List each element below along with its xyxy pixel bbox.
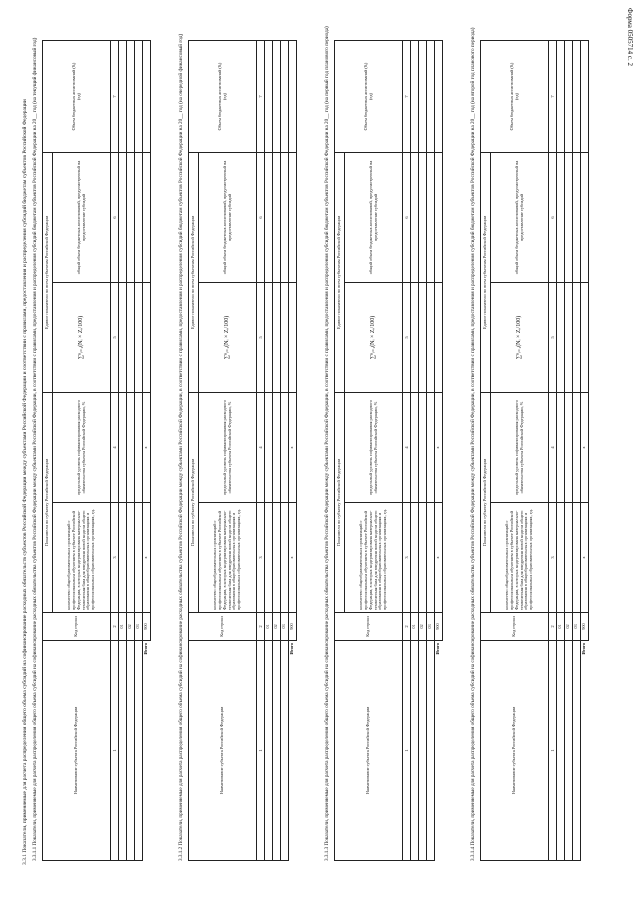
col7-header: Объем бюджетных ассигнований (Sᵢ) (ед) bbox=[335, 41, 403, 153]
value-cell[interactable] bbox=[419, 283, 427, 393]
col-name-header: Наименование субъекта Российской Федерации bbox=[189, 641, 257, 861]
value-cell[interactable] bbox=[565, 41, 573, 153]
column-number: 4 bbox=[111, 393, 119, 503]
col3-header: количество общеобразовательных организаций с профессиональным обучением в субъекте Российской Федерации, в которых модернизирована материально-техническая база для внедрения новой модели общего образования в общеобразовательных организациях и профессиональных образовательных организациях, ед. bbox=[53, 503, 111, 613]
value-cell[interactable] bbox=[127, 153, 135, 283]
value-cell[interactable] bbox=[273, 153, 281, 283]
total-cell[interactable] bbox=[435, 41, 443, 153]
value-cell[interactable] bbox=[573, 393, 581, 503]
value-cell[interactable] bbox=[273, 283, 281, 393]
col5-formula: ∑ⁿᵢ₌₁(Nᵢ × Zᵢ/100) bbox=[199, 283, 257, 393]
total-x: x bbox=[143, 503, 151, 613]
col7-header: Объем бюджетных ассигнований (Sᵢ) (ед) bbox=[43, 41, 111, 153]
value-cell[interactable] bbox=[119, 393, 127, 503]
col-code-header: Код строки bbox=[189, 613, 257, 641]
region-name-cell[interactable] bbox=[127, 641, 135, 861]
column-number: 5 bbox=[111, 283, 119, 393]
column-number: 4 bbox=[549, 393, 557, 503]
total-label: Итого bbox=[289, 643, 295, 655]
region-name-cell[interactable] bbox=[411, 641, 419, 861]
region-name-cell[interactable] bbox=[573, 641, 581, 861]
column-number: 6 bbox=[257, 153, 265, 283]
col-code-header: Код строки bbox=[43, 613, 111, 641]
value-cell[interactable] bbox=[281, 41, 289, 153]
form-number: Форма 0505714 с. 2 bbox=[626, 8, 634, 67]
value-cell[interactable] bbox=[273, 393, 281, 503]
column-number: 7 bbox=[549, 41, 557, 153]
value-cell[interactable] bbox=[565, 283, 573, 393]
value-cell[interactable] bbox=[265, 41, 273, 153]
value-cell[interactable] bbox=[419, 41, 427, 153]
indicator-table bbox=[188, 40, 297, 861]
column-number: 4 bbox=[257, 393, 265, 503]
col3-header: количество общеобразовательных организаций с профессиональным обучением в субъекте Российской Федерации, в которых модернизирована материально-техническая база для внедрения новой модели общего образования в общеобразовательных организациях и профессиональных образовательных организациях, ед. bbox=[199, 503, 257, 613]
value-cell[interactable] bbox=[411, 153, 419, 283]
column-number: 7 bbox=[257, 41, 265, 153]
total-cell[interactable] bbox=[289, 283, 297, 393]
total-x: x bbox=[143, 393, 151, 503]
region-name-cell[interactable] bbox=[265, 641, 273, 861]
col4-header: предельный уровень софинансирования расходного обязательства субъекта Российской Федерации, % bbox=[345, 393, 403, 503]
col5-formula: ∑ⁿᵢ₌₁(Nᵢ × Zᵢ/100) bbox=[491, 283, 549, 393]
value-cell[interactable] bbox=[135, 283, 143, 393]
column-number: 2 bbox=[257, 613, 265, 641]
value-cell[interactable] bbox=[281, 153, 289, 283]
value-cell[interactable] bbox=[127, 503, 135, 613]
row-code: 03 bbox=[135, 613, 143, 641]
total-label: Итого bbox=[435, 643, 441, 655]
value-cell[interactable] bbox=[573, 503, 581, 613]
value-cell[interactable] bbox=[565, 503, 573, 613]
group-budget-header: Единое показатели по всем субъектам Российской Федерации bbox=[335, 153, 345, 393]
total-x: x bbox=[289, 503, 297, 613]
value-cell[interactable] bbox=[265, 393, 273, 503]
column-number: 5 bbox=[549, 283, 557, 393]
value-cell[interactable] bbox=[119, 41, 127, 153]
col3-header: количество общеобразовательных организаций с профессиональным обучением в субъекте Российской Федерации, в которых модернизирована материально-техническая база для внедрения новой модели общего образования в общеобразовательных организациях и профессиональных образовательных организациях, ед. bbox=[491, 503, 549, 613]
total-cell[interactable] bbox=[289, 41, 297, 153]
col3-header: количество общеобразовательных организаций с профессиональным обучением в субъекте Российской Федерации, в которых модернизирована материально-техническая база для внедрения новой модели общего образования в общеобразовательных организациях и профессиональных образовательных организациях, ед. bbox=[345, 503, 403, 613]
total-label: Итого bbox=[143, 643, 149, 655]
value-cell[interactable] bbox=[427, 393, 435, 503]
col5-formula: ∑ⁿᵢ₌₁(Nᵢ × Zᵢ/100) bbox=[53, 283, 111, 393]
row-code: 03 bbox=[427, 613, 435, 641]
total-code: 900 bbox=[581, 613, 589, 641]
section-title: 3.3.1.3 Показатели, применяемые для расчета распределения общего объема субсидий на софинансирование расходных обязательства субъектов Российской Федерации между субъектами Российской Федерации, в соответствии с правилами, предоставления и распределения субсидий бюджетам субъектов Российской Федерации на 20__ год (на первый год планового периода) bbox=[324, 26, 330, 861]
total-cell[interactable] bbox=[435, 283, 443, 393]
indicator-table bbox=[334, 40, 443, 861]
group-indicators-header: Показатели по субъекту Российской Федерации bbox=[43, 393, 53, 613]
col6-header: общий объем бюджетных ассигнований, предусмотренный на предоставление субсидий bbox=[345, 153, 403, 283]
col4-header: предельный уровень софинансирования расходного обязательства субъекта Российской Федерации, % bbox=[199, 393, 257, 503]
row-code: 01 bbox=[119, 613, 127, 641]
column-number: 2 bbox=[549, 613, 557, 641]
group-indicators-header: Показатели по субъекту Российской Федерации bbox=[189, 393, 199, 613]
row-code: 02 bbox=[273, 613, 281, 641]
value-cell[interactable] bbox=[557, 283, 565, 393]
col-name-header: Наименование субъекта Российской Федерации bbox=[43, 641, 111, 861]
value-cell[interactable] bbox=[265, 503, 273, 613]
col-name-header: Наименование субъекта Российской Федерации bbox=[481, 641, 549, 861]
column-number: 3 bbox=[549, 503, 557, 613]
total-code: 900 bbox=[289, 613, 297, 641]
value-cell[interactable] bbox=[573, 153, 581, 283]
main-heading: 3.3.1 Показатели, применяемые для расчета распределения общего объема субсидий на софинансирование расходных обязательств субъектов Российской Федерации между субъектами Российской Федерации и соответствии с правилами, предоставления и распределения субсидий бюджетам субъектов Российской Федерации bbox=[22, 99, 28, 865]
region-name-cell[interactable] bbox=[565, 641, 573, 861]
value-cell[interactable] bbox=[557, 503, 565, 613]
value-cell[interactable] bbox=[427, 153, 435, 283]
value-cell[interactable] bbox=[135, 41, 143, 153]
col4-header: предельный уровень софинансирования расходного обязательства субъекта Российской Федерации, % bbox=[53, 393, 111, 503]
column-number: 3 bbox=[257, 503, 265, 613]
total-cell[interactable] bbox=[143, 41, 151, 153]
column-number: 7 bbox=[111, 41, 119, 153]
total-cell[interactable] bbox=[581, 283, 589, 393]
row-code: 01 bbox=[557, 613, 565, 641]
total-cell[interactable] bbox=[435, 153, 443, 283]
group-budget-header: Единое показатели по всем субъектам Российской Федерации bbox=[481, 153, 491, 393]
col6-header: общий объем бюджетных ассигнований, предусмотренный на предоставление субсидий bbox=[199, 153, 257, 283]
value-cell[interactable] bbox=[135, 153, 143, 283]
column-number: 5 bbox=[403, 283, 411, 393]
total-cell[interactable] bbox=[289, 153, 297, 283]
value-cell[interactable] bbox=[135, 393, 143, 503]
total-cell[interactable] bbox=[143, 153, 151, 283]
column-number: 2 bbox=[403, 613, 411, 641]
group-budget-header: Единое показатели по всем субъектам Российской Федерации bbox=[43, 153, 53, 393]
row-code: 02 bbox=[419, 613, 427, 641]
row-code: 03 bbox=[281, 613, 289, 641]
col7-header: Объем бюджетных ассигнований (Sᵢ) (ед) bbox=[189, 41, 257, 153]
total-cell[interactable] bbox=[581, 153, 589, 283]
value-cell[interactable] bbox=[427, 283, 435, 393]
row-code: 02 bbox=[565, 613, 573, 641]
value-cell[interactable] bbox=[273, 41, 281, 153]
total-x: x bbox=[289, 393, 297, 503]
region-name-cell[interactable] bbox=[419, 641, 427, 861]
value-cell[interactable] bbox=[411, 283, 419, 393]
column-number: 7 bbox=[403, 41, 411, 153]
col-code-header: Код строки bbox=[335, 613, 403, 641]
region-name-cell[interactable] bbox=[427, 641, 435, 861]
indicator-table bbox=[480, 40, 589, 861]
col5-formula: ∑ⁿᵢ₌₁(Nᵢ × Zᵢ/100) bbox=[345, 283, 403, 393]
value-cell[interactable] bbox=[565, 393, 573, 503]
group-indicators-header: Показатели по субъекту Российской Федерации bbox=[481, 393, 491, 613]
indicator-table bbox=[42, 40, 151, 861]
col4-header: предельный уровень софинансирования расходного обязательства субъекта Российской Федерации, % bbox=[491, 393, 549, 503]
col7-header: Объем бюджетных ассигнований (Sᵢ) (ед) bbox=[481, 41, 549, 153]
value-cell[interactable] bbox=[557, 41, 565, 153]
region-name-cell[interactable] bbox=[281, 641, 289, 861]
section-title: 3.3.1.2 Показатели, применяемые для расчета распределения общего объема субсидий на софинансирование расходных обязательства субъектов Российской Федерации между субъектами Российской Федерации, в соответствии с правилами, предоставления и распределения субсидий бюджетам субъектов Российской Федерации на 20__ год (на очередной финансовый год) bbox=[178, 33, 184, 861]
value-cell[interactable] bbox=[565, 153, 573, 283]
col6-header: общий объем бюджетных ассигнований, предусмотренный на предоставление субсидий bbox=[53, 153, 111, 283]
region-name-cell[interactable] bbox=[273, 641, 281, 861]
row-code: 03 bbox=[573, 613, 581, 641]
value-cell[interactable] bbox=[127, 41, 135, 153]
value-cell[interactable] bbox=[411, 41, 419, 153]
column-number: 1 bbox=[257, 641, 265, 861]
row-code: 01 bbox=[411, 613, 419, 641]
value-cell[interactable] bbox=[127, 283, 135, 393]
value-cell[interactable] bbox=[281, 503, 289, 613]
row-code: 01 bbox=[265, 613, 273, 641]
value-cell[interactable] bbox=[265, 283, 273, 393]
row-code: 02 bbox=[127, 613, 135, 641]
value-cell[interactable] bbox=[265, 153, 273, 283]
total-label: Итого bbox=[581, 643, 587, 655]
column-number: 4 bbox=[403, 393, 411, 503]
column-number: 6 bbox=[403, 153, 411, 283]
col-code-header: Код строки bbox=[481, 613, 549, 641]
column-number: 3 bbox=[111, 503, 119, 613]
column-number: 2 bbox=[111, 613, 119, 641]
column-number: 1 bbox=[403, 641, 411, 861]
total-cell[interactable] bbox=[581, 41, 589, 153]
column-number: 3 bbox=[403, 503, 411, 613]
value-cell[interactable] bbox=[281, 283, 289, 393]
total-code: 900 bbox=[143, 613, 151, 641]
value-cell[interactable] bbox=[119, 283, 127, 393]
column-number: 6 bbox=[111, 153, 119, 283]
region-name-cell[interactable] bbox=[119, 641, 127, 861]
value-cell[interactable] bbox=[273, 503, 281, 613]
value-cell[interactable] bbox=[281, 393, 289, 503]
column-number: 6 bbox=[549, 153, 557, 283]
section-title: 3.3.1.1 Показатели, применяемые для расчета распределения общего объема субсидий на софинансирование расходных обязательства субъектов Российской Федерации между субъектами Российской Федерации, в соответствии с правилами, предоставления и распределения субсидий бюджетам субъектов Российской Федерации на 20__ год (на текущий финансовый год) bbox=[32, 37, 38, 861]
section-title: 3.3.1.4 Показатели, применяемые для расчета распределения общего объема субсидий на софинансирование расходных обязательства субъектов Российской Федерации между субъектами Российской Федерации, в соответствии с правилами, предоставления и распределения субсидий бюджетам субъектов Российской Федерации на 20__ год (на второй год планового периода) bbox=[470, 27, 476, 861]
total-x: x bbox=[581, 503, 589, 613]
value-cell[interactable] bbox=[573, 41, 581, 153]
total-x: x bbox=[435, 393, 443, 503]
region-name-cell[interactable] bbox=[135, 641, 143, 861]
value-cell[interactable] bbox=[573, 283, 581, 393]
value-cell[interactable] bbox=[419, 393, 427, 503]
region-name-cell[interactable] bbox=[557, 641, 565, 861]
column-number: 1 bbox=[549, 641, 557, 861]
value-cell[interactable] bbox=[557, 153, 565, 283]
value-cell[interactable] bbox=[411, 393, 419, 503]
column-number: 5 bbox=[257, 283, 265, 393]
value-cell[interactable] bbox=[427, 41, 435, 153]
value-cell[interactable] bbox=[119, 153, 127, 283]
value-cell[interactable] bbox=[557, 393, 565, 503]
total-code: 900 bbox=[435, 613, 443, 641]
value-cell[interactable] bbox=[127, 393, 135, 503]
col-name-header: Наименование субъекта Российской Федерации bbox=[335, 641, 403, 861]
value-cell[interactable] bbox=[419, 153, 427, 283]
value-cell[interactable] bbox=[427, 503, 435, 613]
column-number: 1 bbox=[111, 641, 119, 861]
value-cell[interactable] bbox=[119, 503, 127, 613]
col6-header: общий объем бюджетных ассигнований, предусмотренный на предоставление субсидий bbox=[491, 153, 549, 283]
group-indicators-header: Показатели по субъекту Российской Федерации bbox=[335, 393, 345, 613]
value-cell[interactable] bbox=[135, 503, 143, 613]
value-cell[interactable] bbox=[419, 503, 427, 613]
total-cell[interactable] bbox=[143, 283, 151, 393]
group-budget-header: Единое показатели по всем субъектам Российской Федерации bbox=[189, 153, 199, 393]
total-x: x bbox=[435, 503, 443, 613]
value-cell[interactable] bbox=[411, 503, 419, 613]
total-x: x bbox=[581, 393, 589, 503]
